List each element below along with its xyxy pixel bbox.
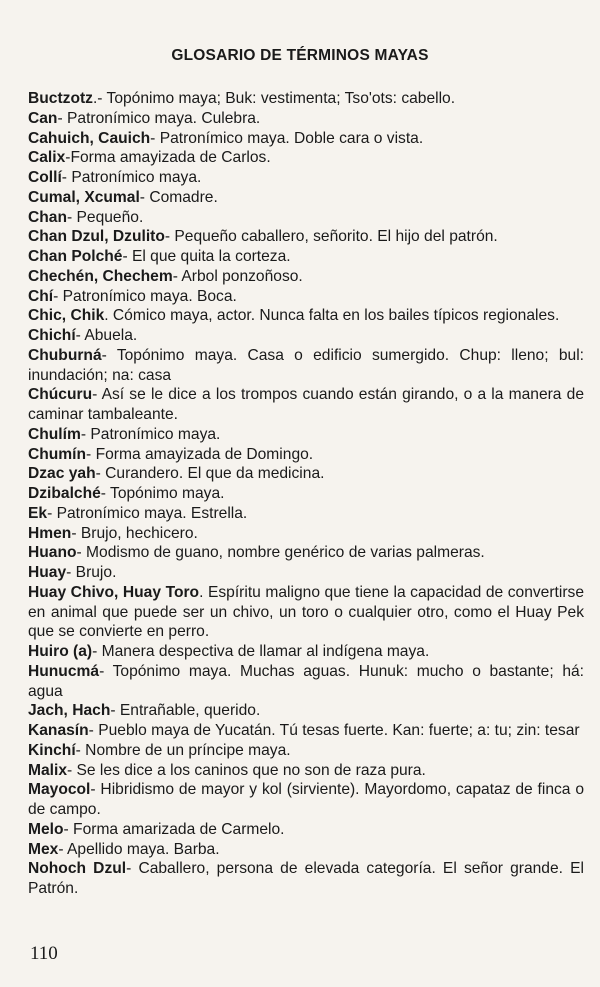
entry-definition: - Brujo, hechicero. <box>71 524 198 542</box>
entry-definition: - Patronímico maya. Culebra. <box>57 109 261 127</box>
entry-term: Chan <box>28 208 67 226</box>
entry-term: Hunucmá <box>28 662 100 680</box>
entry-definition: - Hibridismo de mayor y kol (sirviente). Mayordomo, capataz de finca o de campo. <box>28 781 584 818</box>
glossary-entry <box>28 247 584 267</box>
entry-definition: - Así se le dice a los trompos cuando están girando, o a la manera de caminar tambaleante. <box>28 386 584 423</box>
entry-term: Collí <box>28 169 62 186</box>
entry-definition: - Topónimo maya. Muchas aguas. Hunuk: mucho o bastante; há: agua <box>28 662 584 700</box>
glossary-entry <box>28 326 584 346</box>
glossary-entry <box>28 484 584 504</box>
glossary-entry <box>28 385 584 425</box>
entry-term: Chan Dzul, Dzulito <box>28 228 165 246</box>
glossary-entry <box>28 543 584 563</box>
entry-term: Huay Chivo, Huay Toro <box>28 583 200 601</box>
glossary-entry <box>28 721 584 741</box>
glossary-entry <box>28 267 584 287</box>
entry-term: Dzibalché <box>28 485 101 502</box>
entry-term: Chuburná <box>28 346 102 364</box>
entry-definition: - Patronímico maya. Boca. <box>53 287 237 305</box>
glossary-entry <box>28 662 584 702</box>
entry-term: Chechén, Chechem <box>28 267 173 285</box>
glossary-entry <box>28 761 584 781</box>
entry-definition: - Forma amarizada de Carmelo. <box>63 820 285 838</box>
entry-definition: - Abuela. <box>75 327 138 344</box>
entry-definition: - Arbol ponzoñoso. <box>172 267 303 285</box>
entry-term: Chan Polché <box>28 248 123 265</box>
glossary-entry <box>28 464 584 484</box>
entry-term: Chulím <box>28 425 81 443</box>
entry-term: Chúcuru <box>28 386 93 404</box>
entry-definition: - Pueblo maya de Yucatán. Tú tesas fuerte. Kan: fuerte; a: tu; zin: tesar <box>88 722 580 739</box>
entry-term: Chí <box>28 287 54 305</box>
entry-term: Can <box>28 109 58 127</box>
page-number: 110 <box>30 943 58 964</box>
entry-definition: - Pequeño. <box>66 208 144 226</box>
glossary-entry <box>28 701 584 721</box>
entry-term: Huiro (a) <box>28 643 93 660</box>
entry-definition: - Topónimo maya. Casa o edificio sumergido. Chup: lleno; bul: inundación; na: casa <box>28 346 584 384</box>
entry-definition: - Comadre. <box>139 188 218 206</box>
glossary-entry <box>28 780 584 820</box>
glossary-entry <box>28 168 584 188</box>
entry-term: Hmen <box>28 524 72 542</box>
entry-definition: - Apellido maya. Barba. <box>58 840 220 858</box>
entry-definition: - Caballero, persona de elevada categoría. El señor grande. El Patrón. <box>28 860 584 897</box>
glossary-entry <box>28 563 584 583</box>
glossary-entry <box>28 188 584 208</box>
glossary-entry <box>28 208 584 228</box>
glossary-entry <box>28 346 584 386</box>
entry-term: Buctzotz <box>28 90 93 107</box>
entry-term: Ek <box>28 504 48 522</box>
entry-term: Huay <box>28 564 67 581</box>
entry-term: Kinchí <box>28 741 76 759</box>
glossary-entry <box>28 504 584 524</box>
glossary-entry <box>28 840 584 860</box>
entry-definition: - Entrañable, querido. <box>110 702 261 720</box>
glossary-entry <box>28 227 584 247</box>
entry-definition: - Patronímico maya. Estrella. <box>47 504 248 522</box>
glossary-entry <box>28 642 584 662</box>
entry-definition: - Curandero. El que da medicina. <box>95 465 325 483</box>
entry-term: Melo <box>28 820 64 838</box>
glossary-entry <box>28 445 584 465</box>
glossary-entry <box>28 129 584 149</box>
entry-definition: .- Topónimo maya; Buk: vestimenta; Tso'ots: cabello. <box>92 90 456 107</box>
glossary-entry <box>28 109 584 129</box>
entry-definition: - Patronímico maya. Doble cara o vista. <box>150 129 424 147</box>
glossary-entry <box>28 741 584 761</box>
glossary-entry <box>28 306 584 326</box>
entry-term: Nohoch Dzul <box>28 860 127 878</box>
entry-term: Cahuich, Cauich <box>28 129 151 147</box>
entry-term: Chumín <box>28 445 87 463</box>
entry-definition: - Pequeño caballero, señorito. El hijo del patrón. <box>164 228 498 246</box>
entry-term: Chichí <box>28 327 76 344</box>
entry-term: Huano <box>28 544 77 562</box>
glossary-entry <box>28 524 584 544</box>
glossary-entry <box>28 89 584 109</box>
entry-term: Malix <box>28 761 67 779</box>
entry-definition: - Manera despectiva de llamar al indígena maya. <box>92 643 430 660</box>
glossary-entry <box>28 425 584 445</box>
entry-term: Dzac yah <box>28 465 96 483</box>
glossary-entry <box>28 859 584 899</box>
glossary-list <box>28 89 584 899</box>
entry-definition: - Forma amayizada de Domingo. <box>86 445 314 463</box>
glossary-entry <box>28 583 584 642</box>
glossary-entry <box>28 820 584 840</box>
entry-definition: - Se les dice a los caninos que no son de raza pura. <box>67 761 426 779</box>
glossary-entry <box>28 148 584 168</box>
page-title: GLOSARIO DE TÉRMINOS MAYAS <box>171 47 429 64</box>
entry-definition: - El que quita la corteza. <box>122 248 291 265</box>
entry-definition: - Patronímico maya. <box>80 425 221 443</box>
entry-definition: - Modismo de guano, nombre genérico de varias palmeras. <box>76 544 485 562</box>
entry-term: Cumal, Xcumal <box>28 188 140 206</box>
entry-term: Calix <box>28 149 66 167</box>
entry-definition: - Brujo. <box>66 564 117 581</box>
entry-definition: -Forma amayizada de Carlos. <box>65 149 271 167</box>
entry-definition: . Cómico maya, actor. Nunca falta en los bailes típicos regionales. <box>104 307 560 325</box>
entry-term: Kanasín <box>28 722 89 739</box>
entry-definition: - Patronímico maya. <box>61 169 202 186</box>
entry-term: Mayocol <box>28 781 91 799</box>
entry-term: Jach, Hach <box>28 702 111 720</box>
entry-term: Mex <box>28 840 59 858</box>
entry-term: Chic, Chik <box>28 307 105 325</box>
entry-definition: . Espíritu maligno que tiene la capacidad de convertirse en animal que puede ser un chivo, un toro o cualquier otro, como el Huay Pek que se convierte en perro. <box>28 583 584 641</box>
entry-definition: - Topónimo maya. <box>100 485 225 502</box>
glossary-entry <box>28 287 584 307</box>
entry-definition: - Nombre de un príncipe maya. <box>75 741 291 759</box>
